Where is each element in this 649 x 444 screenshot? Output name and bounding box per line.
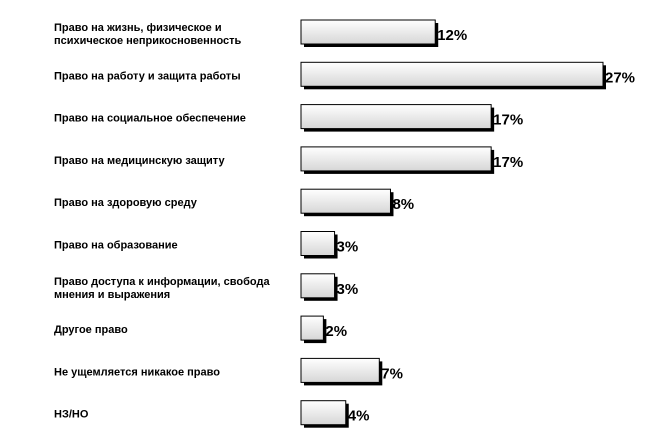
category-label-line: Другое право <box>54 324 128 337</box>
bar <box>301 105 491 129</box>
category-label <box>54 70 241 82</box>
value-label: 17% <box>493 111 524 129</box>
category-label-line: НЗ/НО <box>54 408 89 421</box>
value-label: 4% <box>347 407 370 425</box>
value-label: 8% <box>392 196 415 214</box>
category-label <box>54 197 198 209</box>
category-label-line: Право на социальное обеспечение <box>54 112 246 125</box>
category-label <box>54 240 178 252</box>
category-label-line: Право доступа к информации, свобода <box>54 275 270 288</box>
category-label <box>54 366 220 378</box>
bar <box>301 401 346 425</box>
value-label: 7% <box>381 365 403 383</box>
bar-rows <box>54 20 635 428</box>
value-label: 3% <box>336 280 359 298</box>
bar <box>301 20 435 44</box>
category-label <box>54 113 246 125</box>
category-label-line: Не ущемляется никакое право <box>54 366 220 379</box>
category-label-line: Право на жизнь, физическое и <box>54 22 222 34</box>
category-label-line: Право на работу и защита работы <box>54 70 241 83</box>
bar <box>301 274 335 298</box>
category-label <box>54 155 225 167</box>
value-label: 2% <box>325 323 348 341</box>
value-label: 12% <box>437 27 468 44</box>
category-label-line: Право на здоровую среду <box>54 197 197 210</box>
category-label-line: Право на медицинскую защиту <box>54 154 225 167</box>
bar <box>301 358 379 382</box>
category-label-line: Право на образование <box>54 239 178 252</box>
bar <box>301 189 390 213</box>
bar <box>301 147 491 171</box>
category-label <box>54 276 270 301</box>
category-label <box>54 409 89 421</box>
value-label: 27% <box>605 69 636 87</box>
bar <box>301 316 323 340</box>
category-label <box>54 324 128 336</box>
category-label <box>54 22 242 47</box>
category-label-line: мнения и выражения <box>54 288 171 301</box>
bar <box>301 62 603 86</box>
value-label: 3% <box>336 238 359 256</box>
value-label: 17% <box>493 153 524 171</box>
bar <box>301 232 335 256</box>
category-label-line: психическое неприкосновенность <box>54 35 242 47</box>
